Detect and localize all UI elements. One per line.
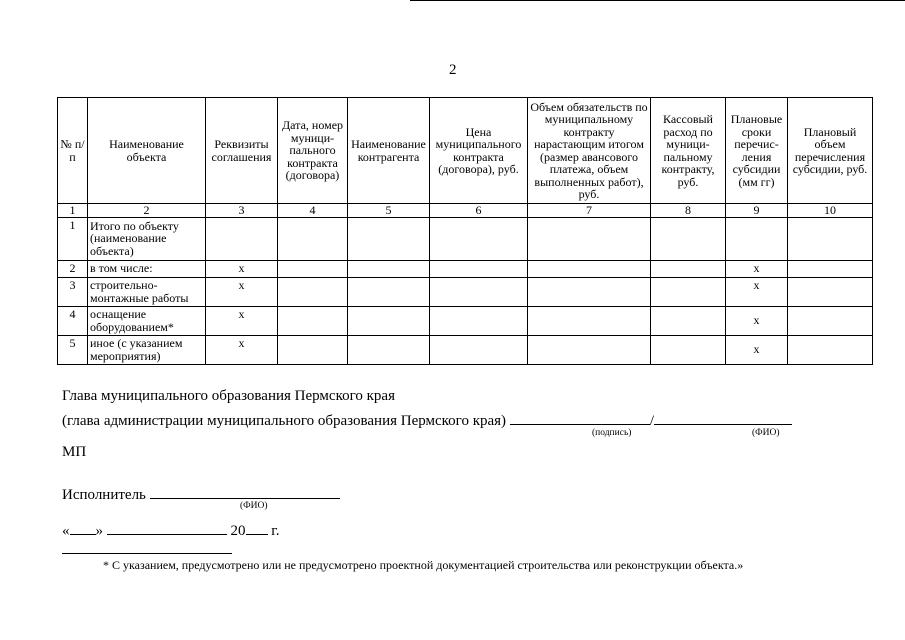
month-blank	[107, 520, 227, 535]
schedule-cell: x	[726, 277, 788, 306]
column-number: 4	[278, 204, 348, 218]
empty-cell	[788, 306, 873, 335]
empty-cell	[278, 335, 348, 364]
signature-blank	[510, 410, 650, 425]
empty-cell	[528, 277, 651, 306]
empty-cell	[788, 260, 873, 277]
page-number: 2	[449, 62, 457, 78]
empty-cell	[651, 277, 726, 306]
empty-cell	[430, 277, 528, 306]
empty-cell	[788, 217, 873, 260]
header-cell: Плановые сроки перечис-ления субсидии (мм гг)	[726, 98, 788, 204]
fio-hint: (ФИО)	[752, 428, 780, 438]
row-number: 5	[58, 335, 88, 364]
header-cell: Наименование объекта	[88, 98, 206, 204]
empty-cell	[278, 217, 348, 260]
empty-cell	[278, 260, 348, 277]
schedule-cell: x	[726, 306, 788, 335]
row-name: строительно-монтажные работы	[88, 277, 206, 306]
schedule-cell: x	[726, 260, 788, 277]
header-cell: № п/п	[58, 98, 88, 204]
header-cell: Плановый объем перечисления субсидии, руб.	[788, 98, 873, 204]
empty-cell	[348, 335, 430, 364]
empty-cell	[528, 260, 651, 277]
header-cell: Цена муниципального контракта (договора), руб.	[430, 98, 528, 204]
agreement-cell: x	[206, 277, 278, 306]
table-row	[58, 217, 873, 260]
signature-hint: (подпись)	[592, 428, 632, 438]
table-row	[58, 260, 873, 277]
executor-label: Исполнитель	[62, 487, 146, 503]
column-number: 7	[528, 204, 651, 218]
column-number: 10	[788, 204, 873, 218]
date-quote-open: «	[62, 523, 70, 539]
separator-slash: /	[649, 413, 654, 429]
head-admin-title: (глава администрации муниципального образования Пермского края)	[62, 413, 507, 429]
table-row	[58, 277, 873, 306]
head-title: Глава муниципального образования Пермского края	[62, 388, 395, 404]
header-cell: Кассовый расход по муници-пальному контракту, руб.	[651, 98, 726, 204]
empty-cell	[348, 306, 430, 335]
footnote: * С указанием, предусмотрено или не предусмотрено проектной документацией строительства или реконструкции объекта.»	[103, 558, 744, 572]
column-number: 2	[88, 204, 206, 218]
table-row	[58, 306, 873, 335]
year-suffix: г.	[271, 523, 280, 539]
row-name: оснащение оборудованием*	[88, 306, 206, 335]
empty-cell	[651, 335, 726, 364]
schedule-cell: x	[726, 335, 788, 364]
empty-cell	[651, 306, 726, 335]
agreement-cell: x	[206, 306, 278, 335]
empty-cell	[651, 260, 726, 277]
column-number: 1	[58, 204, 88, 218]
seal-placeholder: МП	[62, 444, 87, 460]
top-rule	[410, 0, 905, 1]
executor-fio-hint: (ФИО)	[240, 501, 268, 511]
row-name: Итого по объекту (наименование объекта)	[88, 217, 206, 260]
subsidy-table	[57, 97, 873, 365]
empty-cell	[430, 335, 528, 364]
row-number: 1	[58, 217, 88, 260]
empty-cell	[430, 260, 528, 277]
empty-cell	[788, 277, 873, 306]
year-blank	[246, 520, 268, 535]
empty-cell	[348, 217, 430, 260]
column-number-row	[58, 204, 873, 218]
empty-cell	[651, 217, 726, 260]
table-header-row	[58, 98, 873, 204]
date-quote-close: »	[95, 523, 103, 539]
column-number: 5	[348, 204, 430, 218]
empty-cell	[348, 277, 430, 306]
head-admin-line	[62, 410, 792, 430]
row-number: 4	[58, 306, 88, 335]
header-cell: Реквизиты соглашения	[206, 98, 278, 204]
day-blank	[70, 520, 96, 535]
row-name: иное (с указанием мероприятия)	[88, 335, 206, 364]
executor-blank	[150, 484, 340, 499]
column-number: 3	[206, 204, 278, 218]
row-name: в том числе:	[88, 260, 206, 277]
empty-cell	[528, 217, 651, 260]
executor-line	[62, 484, 340, 504]
row-number: 3	[58, 277, 88, 306]
schedule-cell	[726, 217, 788, 260]
column-number: 9	[726, 204, 788, 218]
empty-cell	[430, 306, 528, 335]
empty-cell	[528, 306, 651, 335]
agreement-cell: x	[206, 260, 278, 277]
column-number: 8	[651, 204, 726, 218]
row-number: 2	[58, 260, 88, 277]
empty-cell	[788, 335, 873, 364]
date-line	[62, 520, 279, 540]
agreement-cell	[206, 217, 278, 260]
fio-blank	[654, 410, 792, 425]
header-cell: Наименование контрагента	[348, 98, 430, 204]
header-cell: Объем обязательств по муниципальному контракту нарастающим итогом (размер авансового платежа, объем выполненных работ), руб.	[528, 98, 651, 204]
header-cell: Дата, номер муници-пального контракта (договора)	[278, 98, 348, 204]
empty-cell	[278, 277, 348, 306]
empty-cell	[348, 260, 430, 277]
table-row	[58, 335, 873, 364]
year-prefix: 20	[230, 523, 246, 539]
column-number: 6	[430, 204, 528, 218]
empty-cell	[430, 217, 528, 260]
agreement-cell: x	[206, 335, 278, 364]
footnote-rule	[62, 553, 232, 554]
empty-cell	[528, 335, 651, 364]
empty-cell	[278, 306, 348, 335]
